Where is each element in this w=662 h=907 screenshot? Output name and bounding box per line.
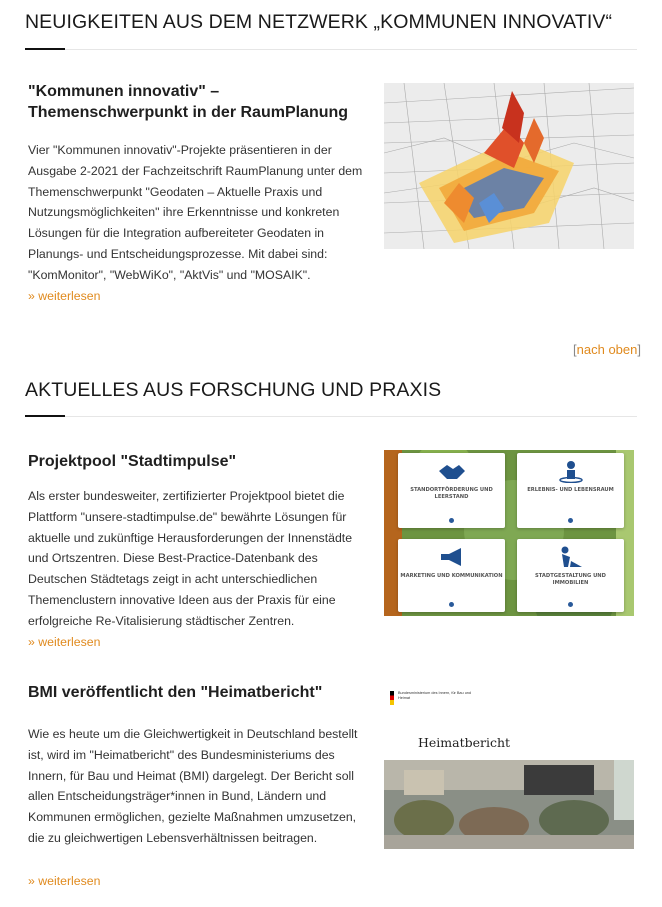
section-heading-research: AKTUELLES AUS FORSCHUNG UND PRAXIS [25,379,442,401]
article-title[interactable]: Projektpool "Stadtimpulse" [28,453,237,470]
bracket-close: ] [637,342,641,357]
article-title[interactable]: "Kommunen innovativ" – Themenschwerpunkt in der RaumPlanung [28,83,349,121]
report-title: Heimatbericht [418,735,511,750]
plus-icon [568,602,573,607]
read-more-link[interactable]: » weiterlesen [28,635,101,649]
tile-label: STANDORTFÖRDERUNG UND LEERSTAND [410,487,493,500]
plus-icon [568,518,573,523]
back-to-top-link[interactable]: nach oben [576,342,638,357]
article-title[interactable]: BMI veröffentlicht den "Heimatbericht" [28,684,323,701]
construction-worker-icon [556,545,586,569]
section-heading-network: NEUIGKEITEN AUS DEM NETZWERK „KOMMUNEN INNOVATIV“ [25,11,613,33]
street-photo [384,760,634,849]
section-divider [25,49,637,50]
report-cover-header [384,683,634,760]
megaphone-icon [437,545,467,569]
plus-icon [449,518,454,523]
article-image-3d-map[interactable] [384,83,634,249]
article-body: Wie es heute um die Gleichwertigkeit in Deutschland bestellt ist, wird im "Heimatbericht" des Bundesministeriums des Innern, für Bau und Heimat (BMI) dargelegt. Der Bericht soll allen Entscheidungsträger*innen in Bund, Ländern und Kommunen ermöglichen, gezielte Maßnahmen umzusetzen, die zu gleichwertigen Lebensverhältnissen beitragen. [28,727,358,845]
article-body: Vier "Kommunen innovativ"-Projekte präsentieren in der Ausgabe 2-2021 der Fachzeitschrift RaumPlanung unter dem Themenschwerpunkt "Geodaten – Aktuelle Praxis und Nutzungsmöglichkeiten" ihre Erkenntnisse und konkreten Lösungen für die Integration aufbereiteter Geodaten in Planungs- und Entscheidungsprozesse. Mit dabei sind: "KomMonitor", "WebWiKo", "AktVis" und "MOSAIK". [28,143,363,282]
section-divider-accent [25,48,65,50]
bracket-open: [ [573,342,577,357]
tile-stadtgestaltung[interactable] [517,539,624,612]
article-body: Als erster bundesweiter, zertifizierter Projektpool bietet die Plattform "unsere-stadtimpulse.de" bewährte Lösungen für aktuelle und zukünftige Herausforderungen der Innenstädte und Ortszentren. Diese Best-Practice-Datenbank des Deutschen Städtetags zeigt in acht unterschiedlichen Themenclustern innovative Ideen aus der Praxis für eine erfolgreiche Re-Vitalisierung städtischer Zentren. [28,489,353,628]
handshake-icon [437,459,467,483]
tile-marketing[interactable] [398,539,505,612]
federal-flag-icon [390,691,394,705]
tile-label: ERLEBNIS- UND LEBENSRAUM [527,487,614,493]
back-to-top [573,342,641,357]
ministry-name: Bundesministerium des Innern, für Bau und Heimat [398,691,472,700]
tile-erlebnis[interactable] [517,453,624,528]
read-more-link[interactable]: » weiterlesen [28,874,101,888]
section-divider [25,416,637,417]
plus-icon [449,602,454,607]
article-image-heimatbericht[interactable] [384,683,634,849]
tile-label: MARKETING UND KOMMUNIKATION [400,573,503,579]
tile-label: STADTGESTALTUNG UND IMMOBILIEN [535,573,606,586]
section-divider-accent [25,415,65,417]
person-pin-icon [556,459,586,483]
read-more-link[interactable]: » weiterlesen [28,289,101,303]
article-image-stadtimpulse[interactable] [384,450,634,616]
tile-standortfoerderung[interactable] [398,453,505,528]
